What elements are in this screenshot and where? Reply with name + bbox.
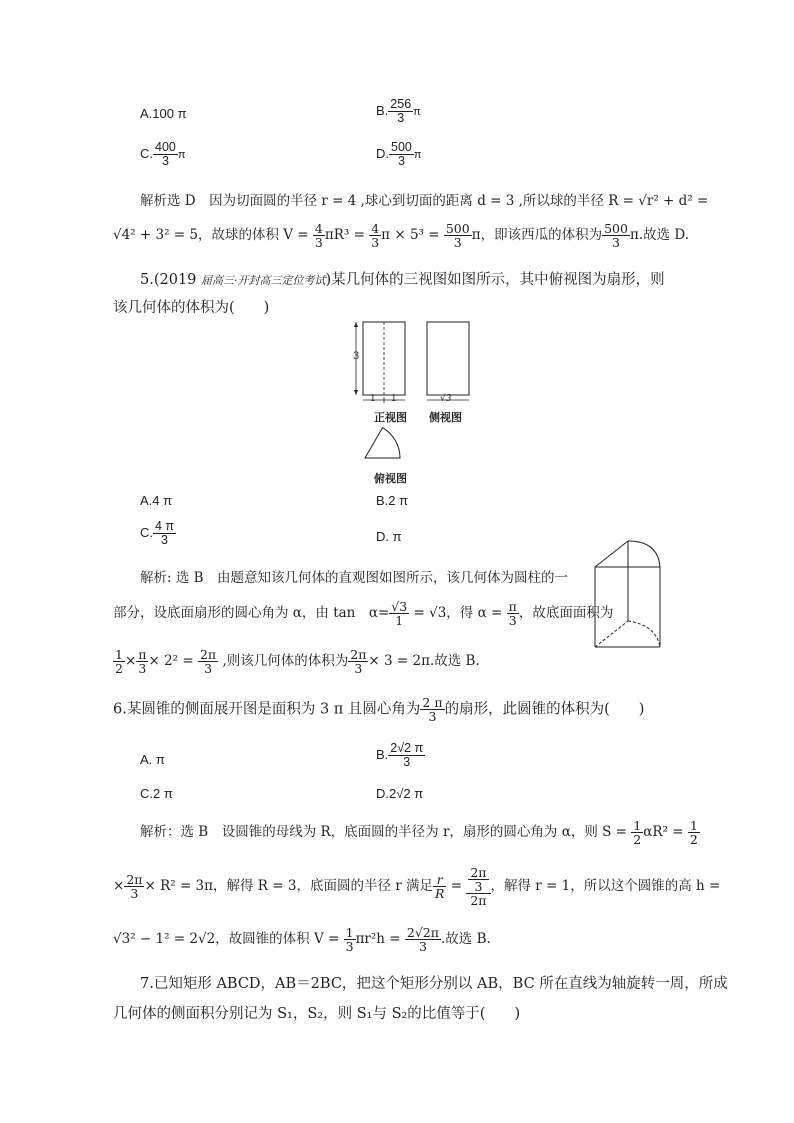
- q5-option-b: B.2 π: [376, 493, 409, 508]
- q5-analysis-line1: 解析: 选 B 由题意知该几何体的直观图如图所示，该几何体为圆柱的一: [140, 570, 569, 586]
- side-view-rect: [427, 322, 469, 395]
- q4-option-a: A.100 π: [140, 106, 187, 121]
- width-dimension-label-1: 1: [370, 394, 376, 404]
- side-view-label: 侧视图: [429, 411, 462, 424]
- q6-analysis-line3: √3² − 1² = 2√2，故圆锥的体积 V = $\frac{1}{3}$ πr²h = $\frac{2√2\pi}{3}$ .故选 B.: [113, 925, 491, 955]
- q6-option-a: A. π: [140, 752, 165, 767]
- q7-stem-line1: 7.已知矩形 ABCD，AB＝2BC，把这个矩形分别以 AB，BC 所在直线为轴旋转一周，所成: [140, 976, 728, 992]
- q6-analysis-line2: × $\frac{2\pi}{3}$ × R² = 3π，解得 R = 3，底面圆的半径 r 满足 $\frac{r}{R}$ = $\frac{\frac{2\pi}{3}}{2\pi}$ ，解得 r = 1，所以这个圆锥的高 h =: [113, 865, 721, 909]
- q5-option-a: A.4 π: [140, 493, 173, 508]
- top-view-sector: [365, 428, 400, 458]
- q6-analysis-line1: 解析：选 B 设圆锥的母线为 R，底面圆的半径为 r，扇形的圆心角为 α，则 S = $\frac{1}{2}$ αR² = $\frac{1}{2}$: [140, 818, 698, 848]
- height-dimension-label: 3: [353, 351, 360, 362]
- q5-analysis-line3: $\frac{1}{2}$ × $\frac{\pi}{3}$ × 2² = $\frac{2\pi}{3}$ ,则该几何体的体积为 $\frac{2\pi}{3}$ × 3 = 2π.故选 B.: [115, 647, 480, 677]
- side-dimension-label: √3: [440, 394, 452, 404]
- q4-option-d: D. $\frac{500}{3}$ π: [376, 140, 422, 169]
- top-view-label: 俯视图: [374, 472, 407, 485]
- arrow-down-icon: [354, 390, 358, 395]
- q4-analysis-line1: 解析选 D 因为切面圆的半径 r = 4 ,球心到切面的距离 d = 3 ,所以球的半径 R = √r² + d² =: [140, 193, 709, 209]
- width-dimension-label-2: 1: [391, 394, 397, 404]
- q6-option-b: B. $\frac{2√2 \pi}{3}$: [376, 741, 424, 770]
- q4-analysis-line2: √4² + 3² = 5，故球的体积 V = $\frac{4}{3}$ πR³ = $\frac{4}{3}$ π × 5³ = $\frac{500}{3}$ π，即该西瓜的体积为 $\frac{500}{3}$ π.故选 D.: [113, 221, 690, 251]
- q4-option-c: C. $\frac{400}{3}$ π: [140, 140, 186, 169]
- q6-option-d: D.2√2 π: [376, 786, 424, 801]
- q5-stem-line2: 该几何体的体积为( ): [113, 300, 270, 316]
- q5-option-d: D. π: [376, 529, 402, 544]
- q5-stem-line1: 5.(2019 届高三·开封高三定位考试)某几何体的三视图如图所示，其中俯视图为扇形，则: [140, 272, 665, 288]
- q6-option-c: C.2 π: [140, 786, 173, 801]
- q5-option-c: C. $\frac{4 \pi}{3}$: [140, 519, 175, 548]
- front-view-label: 正视图: [374, 411, 407, 424]
- q7-stem-line2: 几何体的侧面积分别记为 S₁，S₂，则 S₁与 S₂的比值等于( ): [113, 1006, 521, 1022]
- q5-analysis-line2: 部分，设底面扇形的圆心角为 α，由 tan α= $\frac{√3}{1}$ = √3，得 α = $\frac{\pi}{3}$ ，故底面面积为: [113, 599, 614, 629]
- solid-figure: [590, 535, 680, 655]
- arrow-up-icon: [354, 322, 358, 327]
- q6-stem: 6.某圆锥的侧面展开图是面积为 3 π 且圆心角为 $\frac{2 \pi}{3}$ 的扇形，此圆锥的体积为( ): [113, 695, 645, 725]
- q4-option-b: B. $\frac{256}{3}$ π: [376, 97, 421, 126]
